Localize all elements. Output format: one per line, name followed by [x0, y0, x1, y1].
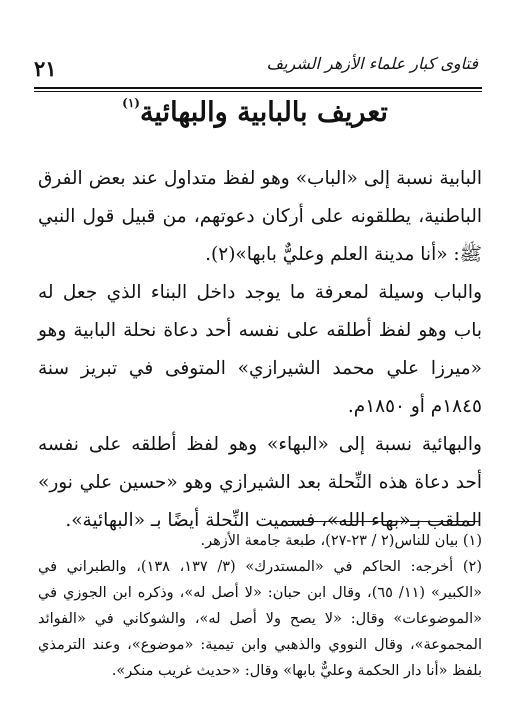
- footnotes: [38, 528, 482, 684]
- page-header: [34, 54, 482, 84]
- section-title-text: تعريف بالبابية والبهائية: [139, 97, 388, 128]
- footnote-1: (١) بيان للناس(٢ / ٢٣-٢٧)، طبعة جامعة الأزهر.: [200, 533, 482, 549]
- footnote-divider: [288, 521, 480, 522]
- paragraph-bab: والباب وسيلة لمعرفة ما يوجد داخل البناء الذي جعل له باب وهو لفظ أطلقه على نفسه أحد دعاة نحلة البابية وهو «ميرزا علي محمد الشيرازي» المتوفى في تبريز سنة ١٨٤٥م أو ١٨٥٠م.: [38, 282, 482, 417]
- paragraph-babism: البابية نسبة إلى «الباب» وهو لفظ متداول عند بعض الفرق الباطنية، يطلقونه على أركان دعوتهم، من قبيل قول النبي ﷺ: «أنا مدينة العلم وعليٌّ بابها»(٢).: [38, 168, 482, 265]
- title-footnote-marker: (١): [122, 96, 140, 110]
- running-title: فتاوى كبار علماء الأزهر الشريف: [266, 54, 478, 73]
- header-rule-thin: [34, 91, 482, 92]
- section-title: [0, 96, 510, 128]
- footnote-2: (٢) أخرجه: الحاكم في «المستدرك» (٣/ ١٣٧، ١٣٨)، والطبراني في «الكبير» (١١/ ٦٥)، وقال ابن حبان: «لا أصل له»، وذكره ابن الجوزي في «الموضوعات» وقال: «لا يصح ولا أصل له»، والشوكاني في «الفوائد المجموعة»، وقال النووي والذهبي وابن تيمية: «موضوع»، وعند الترمذي بلفظ «أنا دار الحكمة وعليٌّ بابها» وقال: «حديث غريب منكر».: [38, 559, 483, 679]
- body-text: [38, 160, 482, 540]
- paragraph-bahaism: والبهائية نسبة إلى «البهاء» وهو لفظ أطلقه على نفسه أحد دعاة هذه النِّحلة بعد الشيرازي وهو «حسين علي نور» الملقب بـ«بهاء الله»، فسميت النِّحلة أيضًا بـ «البهائية».: [38, 434, 482, 531]
- page-number: ٢١: [34, 56, 57, 81]
- header-rule: [34, 87, 482, 89]
